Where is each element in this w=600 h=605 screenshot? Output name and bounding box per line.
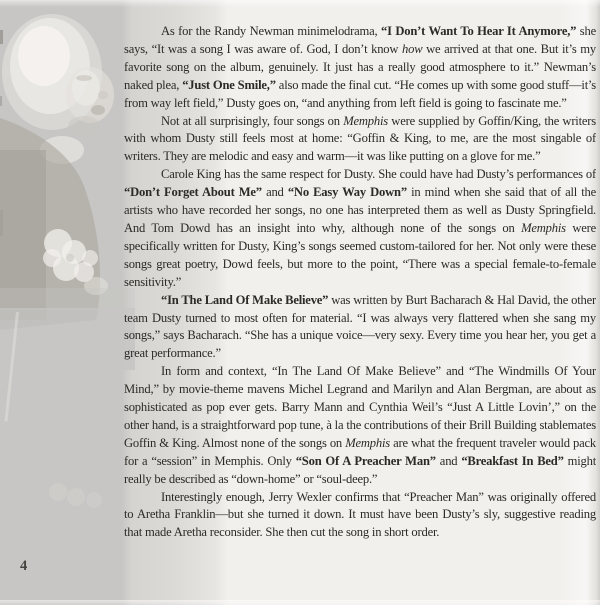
text-segment: “Breakfast In Bed”	[461, 453, 564, 468]
text-segment: Carole King has the same respect for Dusty. She could have had Dusty’s performances of	[161, 167, 596, 182]
photo-dot	[49, 483, 67, 501]
dusty-photo	[0, 0, 135, 600]
ruffle-shape	[82, 250, 98, 266]
paragraph	[124, 489, 596, 543]
paragraph	[124, 363, 596, 488]
chin-shadow	[68, 116, 100, 136]
page-number: 4	[20, 558, 28, 574]
text-segment: “Just One Smile,”	[182, 77, 276, 92]
photo-dot	[67, 488, 85, 506]
text-segment: Not at all surprisingly, four songs on	[161, 113, 344, 128]
photo-fade	[0, 308, 135, 332]
text-segment: were supplied by Goffin/King, the writers with whom Dusty still feels most at home: “Goffin & King, to me, are the most singable of writers. They are melodic and easy and warm—it was like putting on a glove for me.”	[124, 113, 596, 164]
text-segment: “I Don’t Want To Hear It Anymore,”	[381, 24, 577, 38]
paragraph	[124, 166, 596, 291]
photo-dot	[86, 492, 102, 508]
text-segment: we arrived at that one. But it’s my favorite song on the album, genuinely. It just has a really good atmosphere to it.” Newman’s naked plea,	[124, 41, 596, 92]
photo-strip	[0, 0, 135, 600]
text-segment: were specifically written for Dusty, King’s songs seemed custom-tailored for her. Not only were these songs great poetry, Dowd feels, but more to the point, “There was a special female-to-female sensitivity.”	[124, 220, 596, 289]
text-segment: “Don’t Forget About Me”	[124, 185, 262, 200]
nose-shadow	[98, 91, 108, 99]
text-segment: As for the Randy Newman minimelodrama,	[161, 24, 382, 38]
photo-fade	[0, 288, 135, 310]
paragraph	[124, 113, 596, 167]
photo-edge-mark	[0, 96, 2, 106]
text-segment: Memphis	[343, 113, 388, 128]
open-mouth	[91, 105, 105, 115]
text-segment: she says, “It was a song I was aware of. God, I don’t know	[124, 24, 596, 56]
text-segment: Interestingly enough, Jerry Wexler confirms that “Preacher Man” was originally offered to Aretha Franklin—but she turned it down. It must have been Dusty’s sly, suggestive reading that made Aretha reconsider. She then cut the song in short order.	[124, 489, 596, 540]
text-segment: “Son Of A Preacher Man”	[295, 453, 436, 468]
text-segment: “No Easy Way Down”	[287, 185, 407, 200]
text-segment: Memphis	[521, 220, 566, 235]
article-text	[124, 23, 596, 599]
text-segment: Memphis	[345, 435, 390, 450]
text-segment: how	[402, 41, 423, 56]
eye-smudge	[76, 75, 92, 81]
ruffle-shape	[43, 249, 61, 267]
text-segment: are what the frequent traveler would pack for a “session” in Memphis. Only	[124, 435, 596, 468]
text-segment: might really be described as “down-home” or “soul-deep.”	[124, 453, 596, 486]
photo-edge-mark	[0, 30, 3, 44]
paragraph	[124, 23, 596, 113]
text-segment: and	[261, 185, 288, 200]
text-segment: and	[435, 453, 462, 468]
text-segment: in mind when she said that of all the artists who have recorded her songs, no one has interpreted them as well as Dusty Springfield. And Tom Dowd has an insight into why, although none of the songs on	[124, 185, 596, 235]
ruffle-gap	[66, 254, 74, 262]
text-segment: “In The Land Of Make Believe”	[161, 292, 329, 307]
text-segment: was written by Burt Bacharach & Hal David, the other team Dusty turned to most often for material. “I was always very flattered when she sang my songs,” says Bacharach. “She has a unique voice—very sexy. Every time you hear her, you get a great performance.”	[124, 292, 596, 361]
text-segment: In form and context, “In The Land Of Make Believe” and “The Windmills Of Your Mind,” by movie-theme mavens Michel Legrand and Marilyn and Alan Bergman, are about as sophisticated as pop ever gets. Barry Mann and Cynthia Weil’s “Just A Little Lovin’,” on the other hand, is a straightforward pop tune, à la the contributions of their Brill Building stablemates Goffin & King. Almost none of the songs on	[124, 364, 596, 450]
hair-highlight	[18, 26, 70, 86]
paragraph	[124, 292, 596, 364]
photo-fade	[0, 330, 135, 370]
text-segment: also made the final cut. “He comes up with some good stuff—it’s from way left field,” Dusty goes on, “and anything from left field is going to fascinate me.”	[124, 77, 596, 110]
